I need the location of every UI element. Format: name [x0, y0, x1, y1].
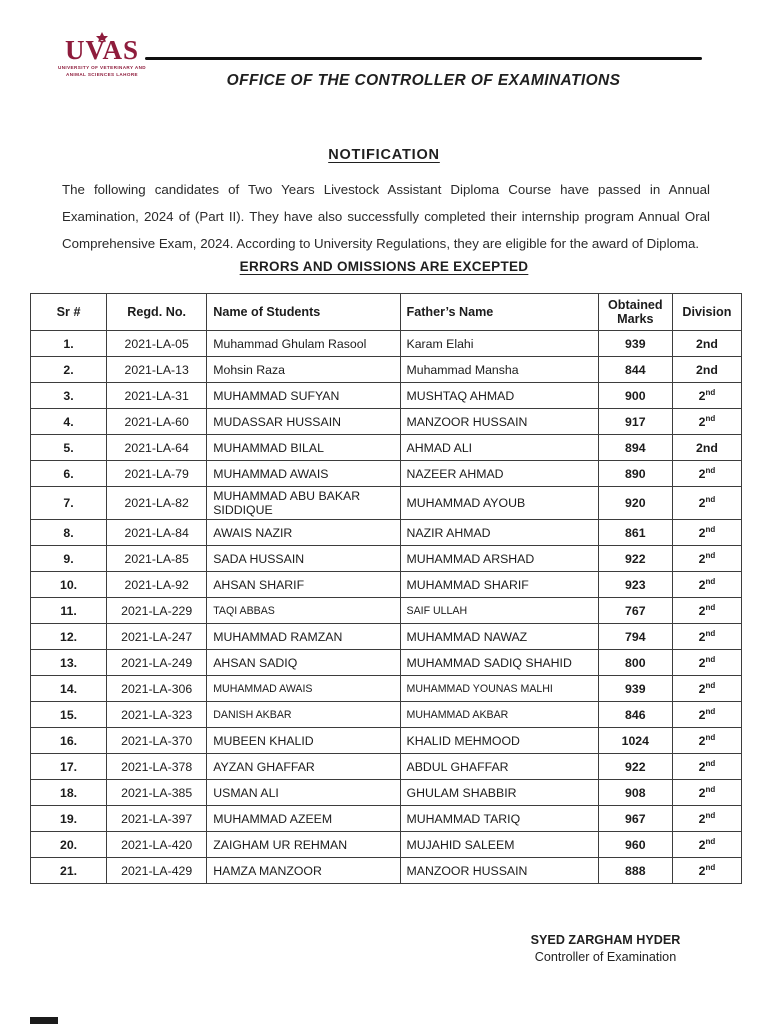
- cell-father-name: MUHAMMAD AKBAR: [400, 702, 598, 728]
- cell-father-name: MUHAMMAD AYOUB: [400, 487, 598, 520]
- notification-heading: NOTIFICATION: [328, 147, 440, 163]
- cell-division: 2nd: [672, 702, 741, 728]
- cell-sr: 17.: [31, 754, 107, 780]
- cell-obtained-marks: 894: [598, 435, 672, 461]
- cell-student-name: AHSAN SADIQ: [207, 650, 400, 676]
- cell-sr: 15.: [31, 702, 107, 728]
- cell-sr: 11.: [31, 598, 107, 624]
- cell-regd-no: 2021-LA-79: [107, 461, 207, 487]
- cell-student-name: DANISH AKBAR: [207, 702, 400, 728]
- cell-division: 2nd: [672, 383, 741, 409]
- table-row: [31, 331, 742, 357]
- cell-division: 2nd: [672, 858, 741, 884]
- cell-sr: 21.: [31, 858, 107, 884]
- cell-father-name: KHALID MEHMOOD: [400, 728, 598, 754]
- cell-regd-no: 2021-LA-397: [107, 806, 207, 832]
- cell-division: 2nd: [672, 806, 741, 832]
- cell-student-name: MUHAMMAD AWAIS: [207, 676, 400, 702]
- cell-obtained-marks: 923: [598, 572, 672, 598]
- cell-division: 2nd: [672, 435, 741, 461]
- cell-father-name: GHULAM SHABBIR: [400, 780, 598, 806]
- cell-obtained-marks: 846: [598, 702, 672, 728]
- cell-regd-no: 2021-LA-82: [107, 487, 207, 520]
- cell-regd-no: 2021-LA-385: [107, 780, 207, 806]
- cell-obtained-marks: 861: [598, 520, 672, 546]
- table-row: [31, 520, 742, 546]
- cell-father-name: MANZOOR HUSSAIN: [400, 858, 598, 884]
- cell-obtained-marks: 900: [598, 383, 672, 409]
- cell-student-name: Muhammad Ghulam Rasool: [207, 331, 400, 357]
- table-row: [31, 806, 742, 832]
- cell-student-name: MUDASSAR HUSSAIN: [207, 409, 400, 435]
- cell-regd-no: 2021-LA-323: [107, 702, 207, 728]
- cell-obtained-marks: 844: [598, 357, 672, 383]
- table-row: [31, 461, 742, 487]
- cell-father-name: MUSHTAQ AHMAD: [400, 383, 598, 409]
- header-sr: Sr #: [31, 294, 107, 331]
- table-row: [31, 780, 742, 806]
- header-divider: [145, 57, 702, 60]
- cell-student-name: USMAN ALI: [207, 780, 400, 806]
- cell-sr: 14.: [31, 676, 107, 702]
- cell-father-name: MUHAMMAD YOUNAS MALHI: [400, 676, 598, 702]
- table-row: [31, 487, 742, 520]
- cell-sr: 18.: [31, 780, 107, 806]
- cell-sr: 19.: [31, 806, 107, 832]
- cell-division: 2nd: [672, 780, 741, 806]
- cell-father-name: MUHAMMAD ARSHAD: [400, 546, 598, 572]
- cell-obtained-marks: 922: [598, 754, 672, 780]
- table-row: [31, 754, 742, 780]
- cell-regd-no: 2021-LA-429: [107, 858, 207, 884]
- cell-sr: 16.: [31, 728, 107, 754]
- cell-obtained-marks: 939: [598, 331, 672, 357]
- cell-student-name: MUHAMMAD AWAIS: [207, 461, 400, 487]
- cell-regd-no: 2021-LA-420: [107, 832, 207, 858]
- header-fathers-name: Father’s Name: [400, 294, 598, 331]
- cell-student-name: AHSAN SHARIF: [207, 572, 400, 598]
- cell-obtained-marks: 794: [598, 624, 672, 650]
- results-table-container: [30, 293, 742, 884]
- cell-division: 2nd: [672, 409, 741, 435]
- cell-father-name: MUHAMMAD NAWAZ: [400, 624, 598, 650]
- cell-student-name: ZAIGHAM UR REHMAN: [207, 832, 400, 858]
- table-row: [31, 676, 742, 702]
- table-row: [31, 409, 742, 435]
- cell-father-name: Karam Elahi: [400, 331, 598, 357]
- cell-obtained-marks: 767: [598, 598, 672, 624]
- cell-father-name: NAZEER AHMAD: [400, 461, 598, 487]
- cell-student-name: MUHAMMAD RAMZAN: [207, 624, 400, 650]
- cell-sr: 4.: [31, 409, 107, 435]
- cell-student-name: AWAIS NAZIR: [207, 520, 400, 546]
- cell-obtained-marks: 890: [598, 461, 672, 487]
- cell-division: 2nd: [672, 832, 741, 858]
- cell-student-name: AYZAN GHAFFAR: [207, 754, 400, 780]
- table-row: [31, 624, 742, 650]
- cell-regd-no: 2021-LA-84: [107, 520, 207, 546]
- cell-regd-no: 2021-LA-249: [107, 650, 207, 676]
- table-row: [31, 650, 742, 676]
- header-name-of-students: Name of Students: [207, 294, 400, 331]
- cell-student-name: MUHAMMAD AZEEM: [207, 806, 400, 832]
- signature-block: [528, 932, 683, 966]
- table-row: [31, 858, 742, 884]
- cell-obtained-marks: 939: [598, 676, 672, 702]
- cell-regd-no: 2021-LA-64: [107, 435, 207, 461]
- cell-obtained-marks: 960: [598, 832, 672, 858]
- cell-regd-no: 2021-LA-247: [107, 624, 207, 650]
- page-edge-strip: [30, 1017, 58, 1024]
- cell-student-name: MUHAMMAD BILAL: [207, 435, 400, 461]
- cell-sr: 13.: [31, 650, 107, 676]
- cell-division: 2nd: [672, 624, 741, 650]
- cell-obtained-marks: 922: [598, 546, 672, 572]
- cell-father-name: AHMAD ALI: [400, 435, 598, 461]
- table-header-row: [31, 294, 742, 331]
- results-table-body: [31, 331, 742, 884]
- cell-student-name: MUBEEN KHALID: [207, 728, 400, 754]
- cell-regd-no: 2021-LA-31: [107, 383, 207, 409]
- cell-regd-no: 2021-LA-229: [107, 598, 207, 624]
- cell-division: 2nd: [672, 487, 741, 520]
- cell-regd-no: 2021-LA-85: [107, 546, 207, 572]
- cell-obtained-marks: 888: [598, 858, 672, 884]
- cell-father-name: ABDUL GHAFFAR: [400, 754, 598, 780]
- signatory-designation: Controller of Examination: [534, 950, 677, 964]
- cell-student-name: MUHAMMAD ABU BAKAR SIDDIQUE: [207, 487, 400, 520]
- cell-obtained-marks: 908: [598, 780, 672, 806]
- cell-student-name: MUHAMMAD SUFYAN: [207, 383, 400, 409]
- cell-sr: 8.: [31, 520, 107, 546]
- logo-subtext: UNIVERSITY OF VETERINARY AND ANIMAL SCIENCES LAHORE: [57, 65, 147, 77]
- cell-sr: 1.: [31, 331, 107, 357]
- cell-division: 2nd: [672, 676, 741, 702]
- cell-regd-no: 2021-LA-92: [107, 572, 207, 598]
- cell-division: 2nd: [672, 754, 741, 780]
- results-table: [30, 293, 742, 884]
- cell-division: 2nd: [672, 520, 741, 546]
- cell-father-name: NAZIR AHMAD: [400, 520, 598, 546]
- cell-sr: 7.: [31, 487, 107, 520]
- table-row: [31, 383, 742, 409]
- cell-division: 2nd: [672, 461, 741, 487]
- cell-sr: 3.: [31, 383, 107, 409]
- header-obtained-marks: Obtained Marks: [598, 294, 672, 331]
- cell-regd-no: 2021-LA-13: [107, 357, 207, 383]
- cell-obtained-marks: 800: [598, 650, 672, 676]
- cell-sr: 20.: [31, 832, 107, 858]
- cell-sr: 2.: [31, 357, 107, 383]
- cell-division: 2nd: [672, 598, 741, 624]
- header-division: Division: [672, 294, 741, 331]
- cell-division: 2nd: [672, 572, 741, 598]
- cell-regd-no: 2021-LA-306: [107, 676, 207, 702]
- cell-father-name: SAIF ULLAH: [400, 598, 598, 624]
- table-row: [31, 546, 742, 572]
- logo-text: UVAS: [64, 35, 140, 65]
- cell-sr: 12.: [31, 624, 107, 650]
- cell-student-name: Mohsin Raza: [207, 357, 400, 383]
- table-row: [31, 702, 742, 728]
- cell-sr: 10.: [31, 572, 107, 598]
- cell-father-name: Muhammad Mansha: [400, 357, 598, 383]
- table-row: [31, 832, 742, 858]
- table-row: [31, 598, 742, 624]
- cell-division: 2nd: [672, 331, 741, 357]
- notification-body: The following candidates of Two Years Livestock Assistant Diploma Course have passed in Annual Examination, 2024 of (Part II). They have also successfully completed their internship program Annual Oral Comprehensive Exam, 2024. According to University Regulations, they are eligible for the award of Diploma.: [62, 182, 710, 251]
- cell-father-name: MUHAMMAD TARIQ: [400, 806, 598, 832]
- cell-obtained-marks: 917: [598, 409, 672, 435]
- cell-division: 2nd: [672, 357, 741, 383]
- cell-father-name: MUHAMMAD SADIQ SHAHID: [400, 650, 598, 676]
- cell-father-name: MUHAMMAD SHARIF: [400, 572, 598, 598]
- cell-student-name: SADA HUSSAIN: [207, 546, 400, 572]
- cell-sr: 6.: [31, 461, 107, 487]
- cell-division: 2nd: [672, 546, 741, 572]
- cell-division: 2nd: [672, 650, 741, 676]
- table-row: [31, 357, 742, 383]
- cell-father-name: MANZOOR HUSSAIN: [400, 409, 598, 435]
- cell-regd-no: 2021-LA-370: [107, 728, 207, 754]
- office-title: OFFICE OF THE CONTROLLER OF EXAMINATIONS: [226, 72, 621, 89]
- errors-omissions-heading: ERRORS AND OMISSIONS ARE EXCEPTED: [239, 259, 529, 274]
- cell-regd-no: 2021-LA-60: [107, 409, 207, 435]
- cell-obtained-marks: 920: [598, 487, 672, 520]
- table-row: [31, 572, 742, 598]
- cell-division: 2nd: [672, 728, 741, 754]
- table-row: [31, 728, 742, 754]
- cell-sr: 9.: [31, 546, 107, 572]
- cell-regd-no: 2021-LA-378: [107, 754, 207, 780]
- table-row: [31, 435, 742, 461]
- uvas-logo: [48, 32, 156, 78]
- cell-obtained-marks: 967: [598, 806, 672, 832]
- cell-father-name: MUJAHID SALEEM: [400, 832, 598, 858]
- cell-obtained-marks: 1024: [598, 728, 672, 754]
- cell-sr: 5.: [31, 435, 107, 461]
- signatory-name: SYED ZARGHAM HYDER: [530, 933, 681, 947]
- header-regd-no: Regd. No.: [107, 294, 207, 331]
- cell-regd-no: 2021-LA-05: [107, 331, 207, 357]
- cell-student-name: HAMZA MANZOOR: [207, 858, 400, 884]
- cell-student-name: TAQI ABBAS: [207, 598, 400, 624]
